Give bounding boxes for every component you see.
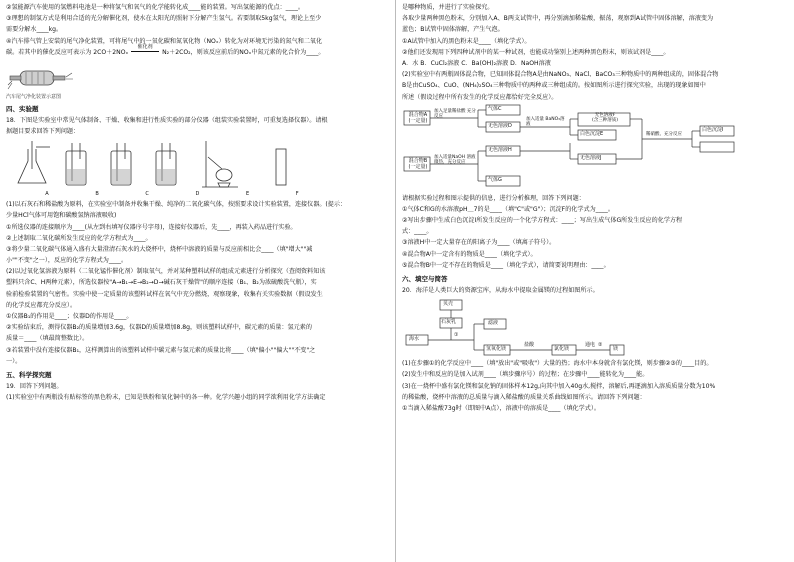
q20-3-line2: 的稀盐酸，烧杯中溶液的总质量与滴入稀盐酸的质量关系曲线如图所示。请回答下列问题： [402,393,646,401]
q18-1-line1: (1)以石灰石和稀盐酸为原料，在实验室中制备并收集干燥、纯净的二氧化碳气体，按照要求设计实验装置，连接仪器。(提示： [6,201,347,209]
mgoh-label: 氢氧化镁 [486,346,507,353]
q19-cont-3: 蓝色；B试管中固体溶解，产生气泡。 [402,26,504,34]
q17-hydrogen-line1: ③理想的制氢方式是利用合适的光分解催化剂，使水在太阳光的照射下分解产生氢气。若要制取5kg氢气，理论上至少 [6,15,322,23]
apparatus-labels [22,191,322,199]
q19-cont-5: ②他们还发现用下列四种试剂中的某一种试剂，也能成功鉴别上述两种黑色粉末，则该试剂是____。 [402,48,670,56]
gas-c-label: 气体C [488,105,502,112]
section-6-title: 六、填空与简答 [402,275,448,283]
gas-g-label: 气体G [488,176,502,183]
mix-b-label: 混合物B [408,157,428,164]
q18-2-line2: 塑料只含C、H两种元素），所选仪器按"A→B₁→E→B₂→D→碱石灰干燥管"的顺序连接（B₁、B₂为浓硫酸洗气瓶），实 [6,279,317,287]
step1-label: ① [454,332,459,339]
seawater-label: 海水 [409,336,420,343]
mix-a-label: 混合物A [408,111,428,118]
figure-caption: 汽车尾气净化装置示意图 [6,93,62,100]
equation-right: N₂＋2CO₂，则该反应前后的NOₓ中氮元素的化合价为____。 [162,48,325,56]
shell-label: 贝壳 [443,301,454,308]
sol-f-label: 无色溶液F [594,112,616,118]
hcl-label: 盐酸 [524,342,535,349]
equation-left: 碳。若其中的催化反应可表示为 2CO＋2NOₓ [6,48,129,56]
mgcl-label: 氯化镁 [554,346,570,353]
catalytic-converter-icon [6,63,76,95]
sol-d-label: 无色溶液D [488,122,512,129]
prec-e-label: 白色沉淀E [580,130,604,137]
sol-h-label: 无色溶液H [488,146,512,153]
q17-battery: ②氢能源汽车使用的氢燃料电池是一种将氢气和氧气的化学能转化成____能的装置。写出氢能源的优点：____。 [6,4,304,11]
label-C: C [145,191,149,198]
q18-1-b: ②上述制取二氧化碳所发生反应的化学方程式为____。 [6,234,152,242]
q19-line2: (1)实验室中有两瓶没有贴标签的黑色粉末，已知是铁粉和氧化铜中的各一种。化学兴趣小组的同学欲利用化学方法确定 [6,394,326,402]
q19-2-line2: B是由CuSO₄、CuO、(NH₄)₂SO₄三种物质中的两种或三种组成的。按如图所示进行探究实验，出现的现象如图中 [402,82,706,90]
q19-cont-1: 是哪种物质，并进行了实验探究。 [402,4,494,11]
sol-f-sub: (含三种溶质) [591,118,618,124]
q18-intro-line1: 18．下图是实验室中常见气体制备、干燥、收集和进行性质实验的部分仪器（组装实验装置时，可重复选择仪器）。请根 [6,116,328,124]
mix-a-sub: (一定量) [408,117,428,124]
q19-line1: 19．回答下列问题。 [6,382,63,390]
experiment-flowchart [402,105,782,195]
q18-1-a: ①所选仪器的连接顺序为____(从左到右填写仪器序号字母)，连接好仪器后，先____，再装入药品进行实验。 [6,223,297,231]
q19-2-d: ④混合物A中一定含有的物质是____（填化学式）。 [402,250,537,258]
q18-2-b-line2: 质量＝____（填最简整数比）。 [6,335,89,343]
q18-2-line3: 验前检验装置的气密性。实验中使一定质量的该塑料试样在氧气中充分燃烧，观察现象，收集有关实验数据（假设发生 [6,290,323,298]
label-F: F [295,191,299,198]
q19-options: A．水 B．CuCl₂溶液 C．Ba(OH)₂溶液 D．NaOH溶液 [402,59,551,67]
label-D: D [195,191,200,198]
q18-2-a: ①仪器B₁的作用是____；仪器D的作用是____。 [6,313,133,320]
section-4-title: 四、实验题 [6,104,39,113]
step-a-label: 加入足量稀盐酸 充分反应 [434,108,476,119]
q20-intro: 20．海洋是人类巨大的资源宝库，从海水中提取金属镁的过程如图所示。 [402,287,599,294]
q17-exhaust-equation [6,43,386,63]
step-b-label: 加入适量NaOH 溶液 微热，充分反应 [434,154,476,165]
electro-label: 通电 [585,342,596,349]
step2-label: ② [598,342,603,349]
catalytic-converter-figure [6,63,386,103]
q19-cont-2: 各取少量两种黑色粉末，分别加入A、B两支试管中，再分别滴加稀盐酸，振荡，观察到A试管中固体溶解，溶液变为 [402,15,714,23]
q18-2-line4: 的化学反应都充分反应）。 [6,301,77,309]
q18-intro-line2: 据题目要求回答下列问题： [6,127,80,135]
q20-1: (1)在步骤①的化学反应中____（填"放出"或"吸收"）大量的热；海水中本身就含有氯化镁，则步骤②③的____目的。 [402,360,713,368]
q18-2-line1: (2)以过氧化氢溶液为原料（二氧化锰作催化剂）制取氧气，并对某种塑料试样的组成元素进行分析探究（查阅资料知该 [6,268,326,276]
q17-hydrogen-line2: 需要分解水____kg。 [6,26,63,34]
q19-2-prompt: 请根据实验过程和图示提供的信息，进行分析推理，回答下列问题： [402,194,585,202]
q19-2-line1: (2)实验室中有两瓶固体混合物，已知固体混合物A是由NaNO₃、NaCl、BaCO₃三种物质中的两种组成的，固体混合物 [402,71,719,79]
column-divider [395,0,396,562]
step-d-label: 加入适量 BaNO₃溶液 [526,116,565,127]
q20-3-line1: (3)在一烧杯中盛有氯化镁和氯化钠的固体样本12g,向其中加入40g水,搅拌，溶解后,再逐滴加入溶质质量分数为10% [402,382,716,390]
q18-1-c-line1: ③将少量二氧化碳气体通入盛有大量澄清石灰水的大烧杯中，烧杯中溶液的质量与反应前相比会____（填"增大""减 [6,245,313,253]
seawater-flow-lines [402,298,642,358]
lab-apparatus-figure [6,139,386,201]
seawater-magnesium-figure [402,298,782,360]
label-B: B [95,191,99,198]
filtrate-label: 滤液 [488,320,499,327]
catalyst-arrow [130,43,160,58]
q19-2-c: ③溶液H中一定大量存在的阳离子为____（填离子符号）。 [402,239,556,247]
q18-2-c: ③若装置中没有连接仪器B₁，这样测算出的该塑料试样中碳元素与氢元素的质量比将____（填"偏小""偏大""不变"之 [6,346,316,354]
prec-i-label: 白色沉淀I [702,126,724,133]
lab-apparatus-icon [6,139,306,193]
q19-2-e: ⑤混合物B中一定不存在的物质是____（填化学式），请简要说明理由：____。 [402,261,610,269]
catalyst-label: 催化剂 [137,43,153,50]
lime-label: 石灰乳 [441,319,457,326]
step-f-label: 稀硝酸、充分反应 [646,131,682,137]
mg-label: 镁 [613,346,619,353]
q18-2-c-line2: 一）。 [6,357,22,365]
q18-2-b-line1: ②实验结束后，测得仪器B₂的质量增加3.6g，仪器D的质量增加8.8g，则该塑料试样中，碳元素的质量：氢元素的 [6,324,312,332]
label-A: A [45,191,49,198]
mix-b-sub: (一定量) [408,163,428,170]
q20-2: (2)发生中和反应的是加入试剂____（填步骤序号）的过程；在步骤中____能转化为____能。 [402,371,649,379]
sol-j-label: 无色溶液J [580,154,602,161]
section-5-title: 五、科学探究题 [6,370,52,379]
q19-2-b-line1: ②写出步骤中生成白色沉淀I所发生反应的一个化学方程式：____；写出生成气体G所发生反应的化学方程 [402,217,683,225]
q19-2-b-line2: 式：____。 [402,228,433,236]
q19-cont-4: ①A试管中加入的黑色粉末是____（填化学式）。 [402,37,531,45]
left-column [6,4,386,405]
q19-2-line3: 所述（假设过程中所有发生的化学反应都恰好完全反应）。 [402,93,558,101]
q18-1-c-line2: 小""不变"之一），反应的化学方程式为____。 [6,257,128,265]
q19-2-a: ①气体C和G的水溶液pH＿7的是____（填"C"或"G"）；沉淀F的化学式为____。 [402,205,614,213]
right-column [402,4,782,416]
q18-1-line2: 少量HCl气体可用饱和碳酸氢钠溶液吸收) [6,212,117,220]
label-E: E [245,191,250,198]
q17-exhaust-line1: ④汽车排气管上安装的尾气净化装置，可将尾气中的一氧化碳和氮氧化物（NOₓ）转化为对环境无污染的氮气和二氧化 [6,37,323,45]
q20-3-a: ①当滴入稀盐酸73g时（即图中A点），溶液中的溶质是____（填化学式）。 [402,404,600,412]
